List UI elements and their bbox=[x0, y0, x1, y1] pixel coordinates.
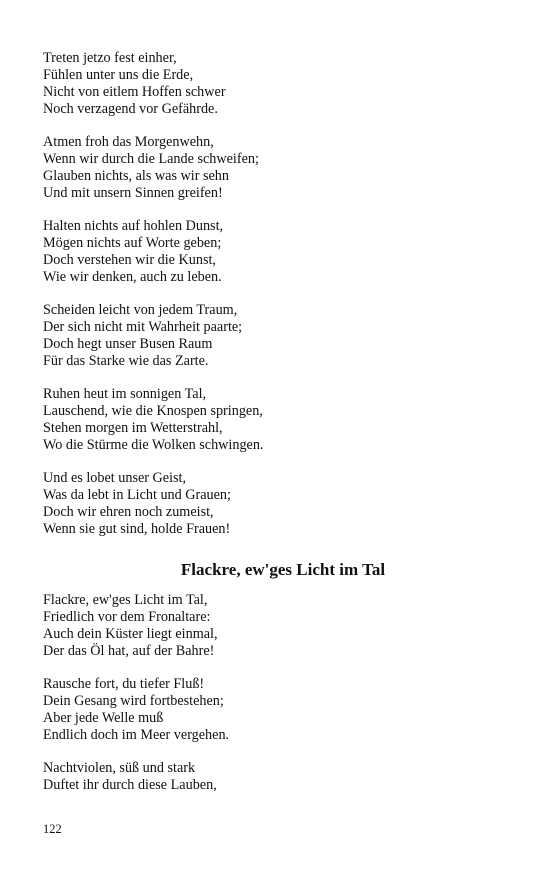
poem-title: Flackre, ew'ges Licht im Tal bbox=[180, 560, 386, 579]
verse-line: Flackre, ew'ges Licht im Tal, bbox=[43, 592, 208, 608]
poem-continued bbox=[43, 50, 513, 538]
stanza bbox=[43, 50, 513, 118]
stanza bbox=[43, 760, 513, 794]
verse-line: Und mit unsern Sinnen greifen! bbox=[43, 185, 223, 201]
stanza bbox=[43, 134, 513, 202]
verse-line: Mögen nichts auf Worte geben; bbox=[43, 235, 222, 251]
verse-line: Für das Starke wie das Zarte. bbox=[43, 353, 209, 369]
stanza bbox=[43, 470, 513, 538]
verse-line: Rausche fort, du tiefer Fluß! bbox=[43, 676, 205, 692]
verse-line: Aber jede Welle muß bbox=[43, 710, 164, 726]
verse-line: Doch wir ehren noch zumeist, bbox=[43, 504, 214, 520]
verse-line: Glauben nichts, als was wir sehn bbox=[43, 168, 229, 184]
verse-line: Nachtviolen, süß und stark bbox=[43, 760, 196, 776]
verse-line: Der sich nicht mit Wahrheit paarte; bbox=[43, 319, 243, 335]
stanza bbox=[43, 302, 513, 370]
verse-line: Fühlen unter uns die Erde, bbox=[43, 67, 194, 83]
verse-line: Lauschend, wie die Knospen springen, bbox=[43, 403, 263, 419]
verse-line: Endlich doch im Meer vergehen. bbox=[43, 727, 230, 743]
verse-line: Wie wir denken, auch zu leben. bbox=[43, 269, 222, 285]
verse-line: Atmen froh das Morgenwehn, bbox=[43, 134, 214, 150]
verse-line: Was da lebt in Licht und Grauen; bbox=[43, 487, 231, 503]
verse-line: Der das Öl hat, auf der Bahre! bbox=[43, 643, 215, 659]
stanza bbox=[43, 592, 513, 660]
verse-line: Wenn sie gut sind, holde Frauen! bbox=[43, 521, 231, 537]
verse-line: Wenn wir durch die Lande schweifen; bbox=[43, 151, 259, 167]
verse-line: Scheiden leicht von jedem Traum, bbox=[43, 302, 238, 318]
verse-line: Doch hegt unser Busen Raum bbox=[43, 336, 213, 352]
stanza bbox=[43, 386, 513, 454]
verse-line: Auch dein Küster liegt einmal, bbox=[43, 626, 218, 642]
verse-line: Doch verstehen wir die Kunst, bbox=[43, 252, 216, 268]
verse-line: Friedlich vor dem Fronaltare: bbox=[43, 609, 211, 625]
poem bbox=[43, 592, 513, 794]
stanza bbox=[43, 218, 513, 286]
verse-line: Wo die Stürme die Wolken schwingen. bbox=[43, 437, 264, 453]
verse-line: Und es lobet unser Geist, bbox=[43, 470, 187, 486]
verse-line: Nicht von eitlem Hoffen schwer bbox=[43, 84, 226, 100]
text-block bbox=[43, 50, 513, 810]
verse-line: Dein Gesang wird fortbestehen; bbox=[43, 693, 224, 709]
page-number: 122 bbox=[43, 822, 62, 836]
verse-line: Duftet ihr durch diese Lauben, bbox=[43, 777, 217, 793]
verse-line: Halten nichts auf hohlen Dunst, bbox=[43, 218, 224, 234]
verse-line: Noch verzagend vor Gefährde. bbox=[43, 101, 218, 117]
verse-line: Treten jetzo fest einher, bbox=[43, 50, 177, 66]
stanza bbox=[43, 676, 513, 744]
verse-line: Ruhen heut im sonnigen Tal, bbox=[43, 386, 207, 402]
verse-line: Stehen morgen im Wetterstrahl, bbox=[43, 420, 223, 436]
